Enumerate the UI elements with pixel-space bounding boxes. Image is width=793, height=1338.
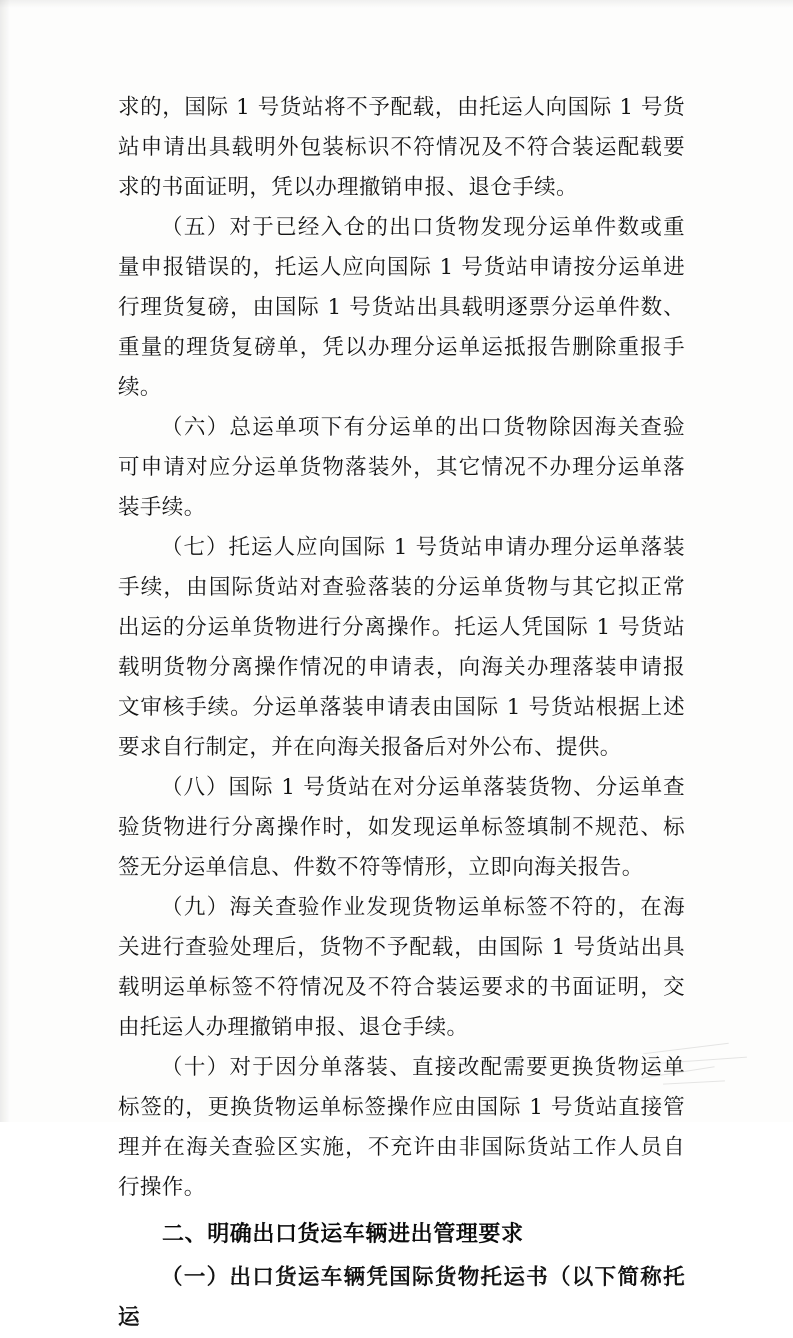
paragraph-item-9: （九）海关查验作业发现货物运单标签不符的，在海关进行查验处理后，货物不予配载，由国际 1 号货站出具载明运单标签不符情况及不符合装运要求的书面证明，交由托运人办理撤销申报、退仓手续。	[118, 895, 685, 1040]
page-edge-shadow-top	[0, 0, 793, 8]
section-heading: 二、明确出口货运车辆进出管理要求	[162, 1221, 524, 1247]
paragraph-item-6: （六）总运单项下有分运单的出口货物除因海关查验可申请对应分运单货物落装外，其它情况不办理分运单落装手续。	[118, 415, 685, 520]
paragraph-item-5: （五）对于已经入仓的出口货物发现分运单件数或重量申报错误的，托运人应向国际 1 号货站申请按分运单进行理货复磅，由国际 1 号货站出具载明逐票分运单件数、重量的理货复磅单，凭以办理分运单运抵报告删除重报手续。	[118, 215, 685, 400]
paragraph-continued: 求的，国际 1 号货站将不予配载，由托运人向国际 1 号货站申请出具载明外包装标识不符情况及不符合装运配载要求的书面证明，凭以办理撤销申报、退仓手续。	[118, 95, 685, 200]
page-edge-shadow-left	[0, 0, 10, 1122]
paragraph-item-10: （十）对于因分单落装、直接改配需要更换货物运单标签的，更换货物运单标签操作应由国际 1 号货站直接管理并在海关查验区实施，不充许由非国际货站工作人员自行操作。	[118, 1055, 685, 1200]
paragraph-item-8: （八）国际 1 号货站在对分运单落装货物、分运单查验货物进行分离操作时，如发现运单标签填制不规范、标签无分运单信息、件数不符等情形，立即向海关报告。	[118, 775, 685, 880]
subsection-heading-first: （一）出口货运车辆凭国际货物托运书（以下简称托运	[118, 1265, 685, 1330]
paragraph-item-7: （七）托运人应向国际 1 号货站申请办理分运单落装手续，由国际货站对查验落装的分运单货物与其它拟正常出运的分运单货物进行分离操作。托运人凭国际 1 号货站载明货物分离操作情况的申请表，向海关办理落装申请报文审核手续。分运单落装申请表由国际 1 号货站根据上述要求自行制定，并在向海关报备后对外公布、提供。	[118, 535, 685, 760]
document-body	[118, 88, 685, 1338]
